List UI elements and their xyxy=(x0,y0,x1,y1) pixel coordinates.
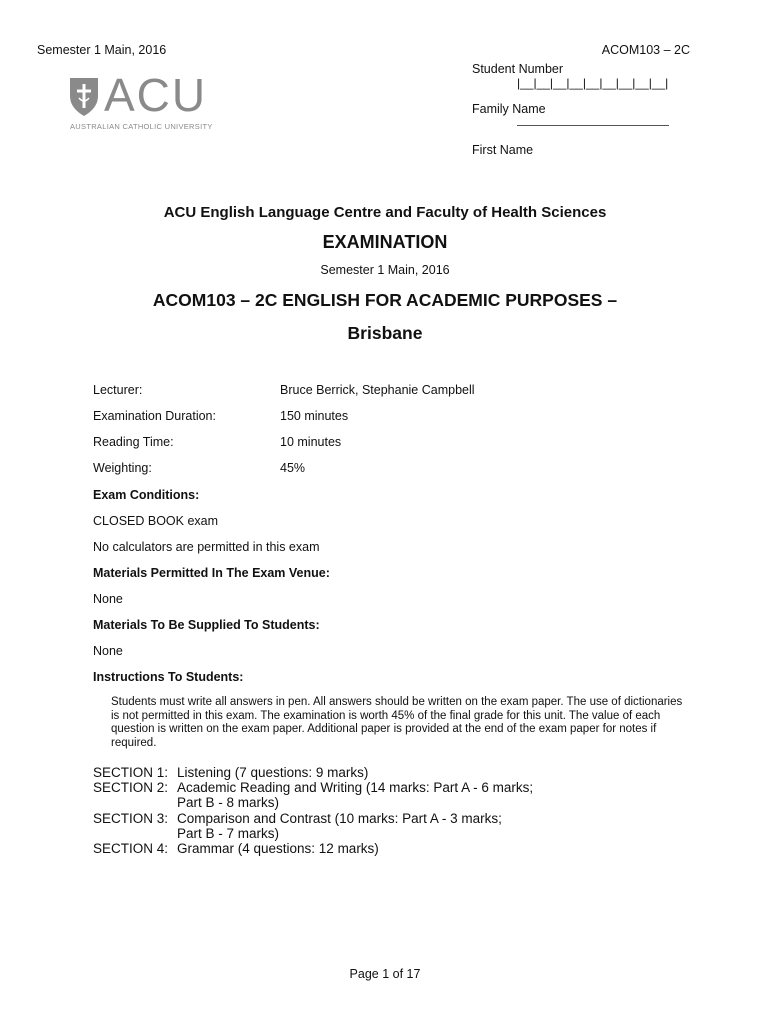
materials-supplied-heading: Materials To Be Supplied To Students: xyxy=(93,618,320,632)
faculty-title: ACU English Language Centre and Faculty of Health Sciences xyxy=(163,204,607,221)
header-unit-code: ACOM103 – 2C xyxy=(601,43,690,57)
weighting-label: Weighting: xyxy=(93,461,152,475)
materials-supplied-value: None xyxy=(93,644,123,658)
student-number-label: Student Number xyxy=(472,62,564,76)
materials-permitted-heading: Materials Permitted In The Exam Venue: xyxy=(93,566,330,580)
section-name: SECTION 3: xyxy=(93,810,169,826)
family-name-label: Family Name xyxy=(472,102,546,116)
materials-permitted-value: None xyxy=(93,592,123,606)
lecturer-label: Lecturer: xyxy=(93,383,143,397)
exam-conditions-heading: Exam Conditions: xyxy=(93,488,200,502)
exam-semester: Semester 1 Main, 2016 xyxy=(320,263,450,277)
section-row xyxy=(93,780,533,810)
family-name-field[interactable] xyxy=(517,125,669,126)
exam-title: EXAMINATION xyxy=(322,232,448,252)
reading-time-value: 10 minutes xyxy=(280,435,342,449)
section-row xyxy=(93,811,533,841)
section-name: SECTION 2: xyxy=(93,780,169,796)
student-number-field[interactable]: |__|__|__|__|__|__|__|__|__| xyxy=(517,76,669,90)
instructions-body: Students must write all answers in pen. All answers should be written on the exam paper. The use of dictionaries is not permitted in this exam. The examination is worth 45% of the final grade for this unit. The value of each question is written on the exam paper. Additional paper is provided at the end of the exam paper for notes if required. xyxy=(111,696,683,749)
logo-wordmark: ACU xyxy=(104,69,208,121)
weighting-value: 45% xyxy=(280,461,306,475)
section-description: Listening (7 questions: 9 marks) xyxy=(177,765,369,780)
sections-list xyxy=(93,765,533,856)
duration-value: 150 minutes xyxy=(280,409,349,423)
section-row xyxy=(93,765,533,780)
duration-label: Examination Duration: xyxy=(93,409,216,423)
exam-conditions-line2: No calculators are permitted in this exam xyxy=(93,540,320,554)
unit-title-line1: ACOM103 – 2C ENGLISH FOR ACADEMIC PURPOSES – xyxy=(152,290,618,310)
unit-title-line2: Brisbane xyxy=(347,323,423,343)
instructions-heading: Instructions To Students: xyxy=(93,670,244,684)
acu-logo xyxy=(68,69,238,134)
section-description: Grammar (4 questions: 12 marks) xyxy=(177,841,379,857)
first-name-label: First Name xyxy=(472,143,534,157)
section-description: Comparison and Contrast (10 marks: Part A - 3 marks; Part B - 7 marks) xyxy=(177,810,502,841)
page-number: Page 1 of 17 xyxy=(349,967,421,981)
section-name: SECTION 4: xyxy=(93,841,169,857)
section-row xyxy=(93,841,533,856)
header-semester: Semester 1 Main, 2016 xyxy=(37,43,167,57)
logo-tagline: AUSTRALIAN CATHOLIC UNIVERSITY xyxy=(70,122,213,131)
reading-time-label: Reading Time: xyxy=(93,435,174,449)
section-name: SECTION 1: xyxy=(93,765,169,780)
exam-conditions-line1: CLOSED BOOK exam xyxy=(93,514,219,528)
lecturer-value: Bruce Berrick, Stephanie Campbell xyxy=(280,383,475,397)
section-description: Academic Reading and Writing (14 marks: Part A - 6 marks; Part B - 8 marks) xyxy=(177,780,534,811)
